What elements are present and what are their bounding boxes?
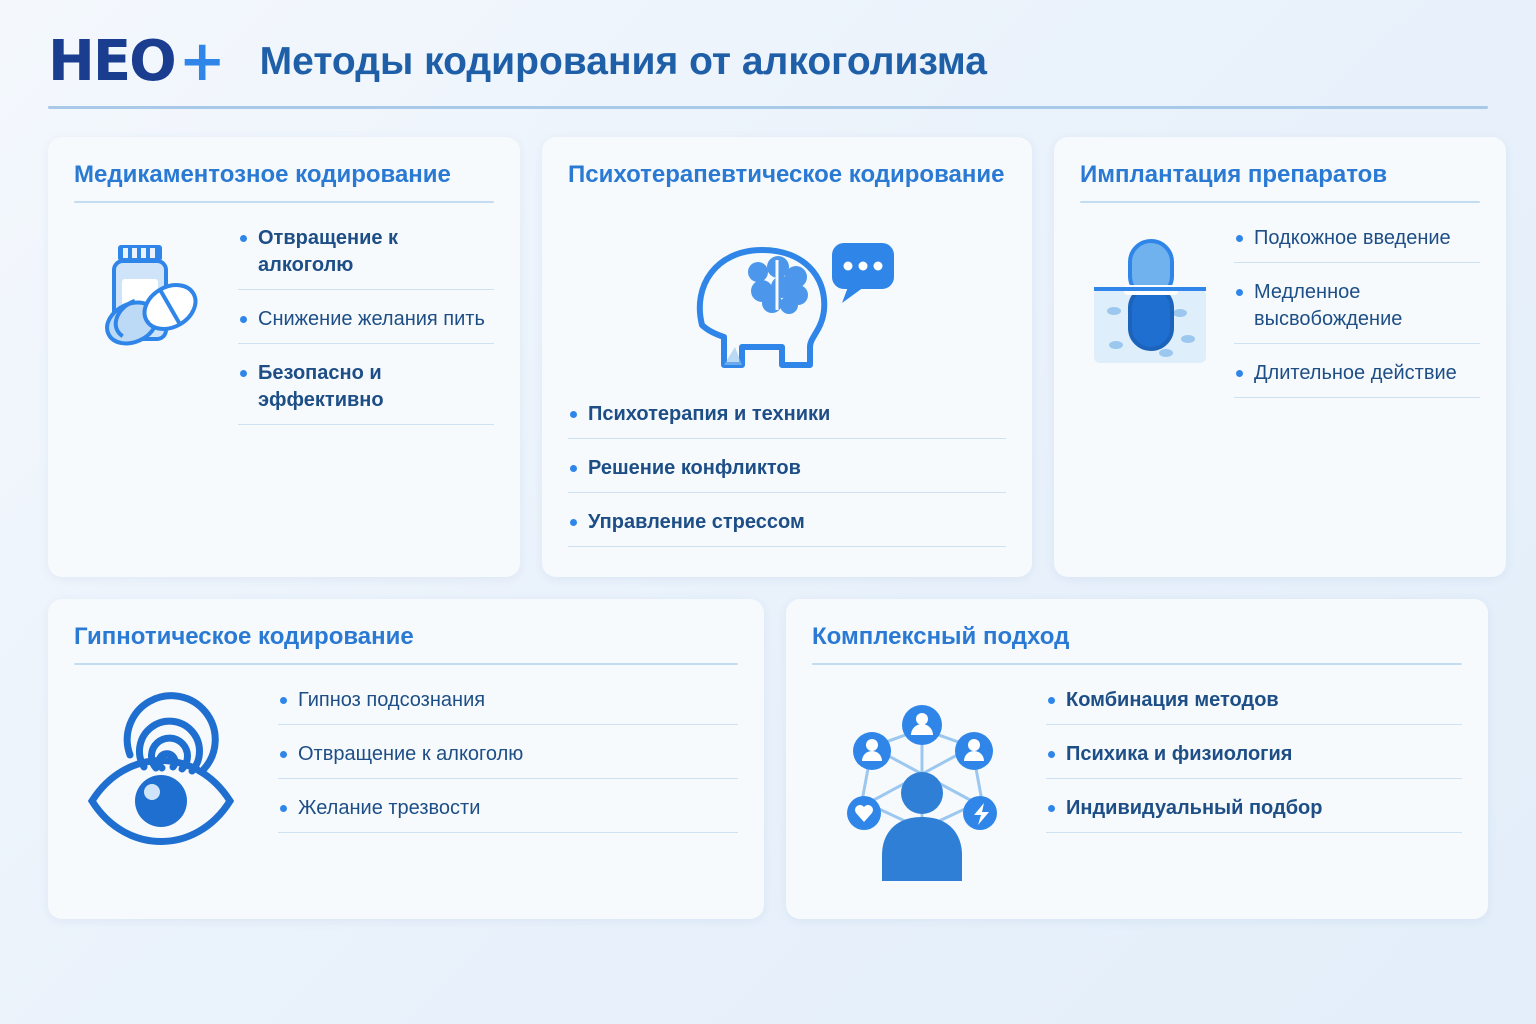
list-item <box>1046 795 1462 833</box>
bullet-label: Желание трезвости <box>278 795 738 822</box>
bullet-label: Медленное высвобождение <box>1234 279 1480 333</box>
bullet-list <box>238 221 494 555</box>
bullet-label: Гипноз подсознания <box>278 687 738 714</box>
card-complex-approach <box>786 599 1488 919</box>
card-divider <box>74 663 738 665</box>
list-item <box>238 306 494 344</box>
list-item <box>238 360 494 425</box>
brain-head-icon <box>672 219 902 385</box>
list-item <box>1046 741 1462 779</box>
list-item <box>278 687 738 725</box>
card-title: Медикаментозное кодирование <box>74 161 451 188</box>
page-header <box>0 0 1536 94</box>
grid-row-bottom <box>48 599 1488 919</box>
grid-row-top <box>48 137 1488 577</box>
card-implantation <box>1054 137 1506 577</box>
list-item <box>278 741 738 779</box>
list-item <box>1234 225 1480 263</box>
bullet-label: Снижение желания пить <box>238 306 494 333</box>
bullet-list <box>568 391 1006 559</box>
card-hypnosis <box>48 599 764 919</box>
plus-icon: + <box>178 29 226 94</box>
card-divider <box>74 201 494 203</box>
card-divider <box>1080 201 1480 203</box>
bullet-list <box>1046 683 1462 897</box>
page-title: Методы кодирования от алкоголизма <box>259 39 987 83</box>
pill-bottle-icon <box>74 221 224 555</box>
list-item <box>1046 687 1462 725</box>
list-item <box>238 225 494 290</box>
network-people-icon <box>812 683 1032 897</box>
bullet-label: Управление стрессом <box>568 509 1006 536</box>
bullet-label: Комбинация методов <box>1046 687 1462 714</box>
logo-text: HEO <box>48 29 175 94</box>
card-divider <box>812 663 1462 665</box>
bullet-list <box>278 683 738 897</box>
list-item <box>568 401 1006 439</box>
methods-grid <box>0 109 1536 919</box>
card-title: Комплексный подход <box>812 623 1070 650</box>
list-item <box>1234 360 1480 398</box>
capsule-implant-icon <box>1080 221 1220 555</box>
list-item <box>568 509 1006 547</box>
hypnotic-eye-icon <box>74 683 264 897</box>
list-item <box>568 455 1006 493</box>
bullet-label: Психотерапия и техники <box>568 401 1006 428</box>
bullet-label: Подкожное введение <box>1234 225 1480 252</box>
bullet-label: Индивидуальный подбор <box>1046 795 1462 822</box>
bullet-label: Безопасно и эффективно <box>238 360 494 414</box>
list-item <box>1234 279 1480 344</box>
bullet-label: Решение конфликтов <box>568 455 1006 482</box>
brand-logo <box>48 29 226 94</box>
card-psychotherapy <box>542 137 1032 577</box>
bullet-label: Психика и физиология <box>1046 741 1462 768</box>
bullet-list <box>1234 221 1480 555</box>
card-title: Имплантация препаратов <box>1080 161 1388 188</box>
card-medication <box>48 137 520 577</box>
list-item <box>278 795 738 833</box>
card-title: Психотерапевтическое кодирование <box>568 161 1005 188</box>
card-title: Гипнотическое кодирование <box>74 623 414 650</box>
bullet-label: Отвращение к алкоголю <box>238 225 494 279</box>
bullet-label: Длительное действие <box>1234 360 1480 387</box>
bullet-label: Отвращение к алкоголю <box>278 741 738 768</box>
